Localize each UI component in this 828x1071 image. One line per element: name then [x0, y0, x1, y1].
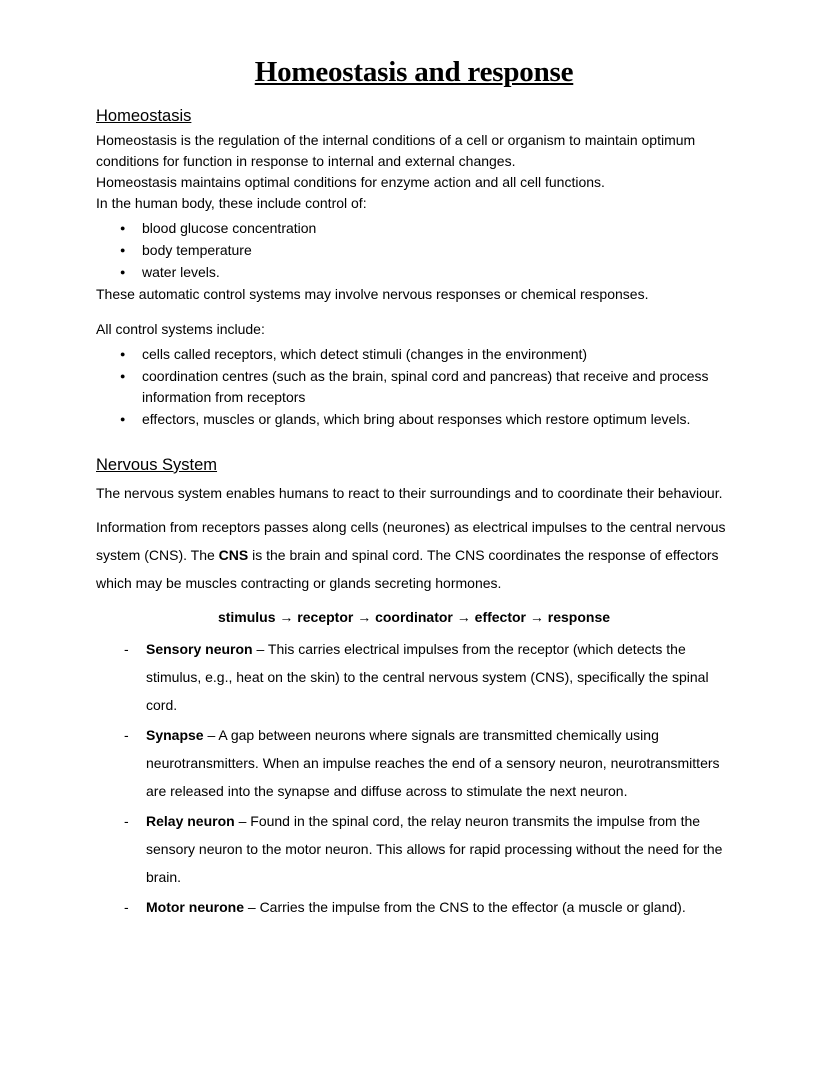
term-sensory-neuron: Sensory neuron	[146, 641, 253, 657]
list-item: ● coordination centres (such as the brain, spinal cord and pancreas) that receive and process information from receptors	[142, 366, 732, 408]
term-motor-neurone: Motor neurone	[146, 899, 244, 915]
list-item	[146, 635, 732, 719]
control-systems-list	[96, 344, 732, 430]
neuron-definitions-list	[96, 635, 732, 921]
nervous-system-paragraph-1: The nervous system enables humans to react to their surroundings and to coordinate their behaviour.	[96, 485, 723, 501]
term-relay-neuron: Relay neuron	[146, 813, 235, 829]
homeostasis-paragraph-3: In the human body, these include control of:	[96, 195, 367, 211]
list-item: ● blood glucose concentration	[142, 218, 732, 239]
list-item: ● effectors, muscles or glands, which bring about responses which restore optimum levels.	[142, 409, 732, 430]
list-item: ● body temperature	[142, 240, 732, 261]
control-systems-lead-in: All control systems include:	[96, 321, 265, 337]
list-item	[146, 807, 732, 891]
term-definition: – A gap between neurons where signals are transmitted chemically using neurotransmitters. When an impulse reaches the end of a sensory neuron, neurotransmitters are released into the synapse and diffuse across to stimulate the next neuron.	[146, 727, 720, 799]
automatic-control-note: These automatic control systems may involve nervous responses or chemical responses.	[96, 286, 649, 302]
stimulus-response-pathway: stimulus → receptor → coordinator → effector → response	[217, 609, 611, 625]
term-definition: – This carries electrical impulses from the receptor (which detects the stimulus, e.g., heat on the skin) to the central nervous system (CNS), specifically the spinal cord.	[146, 641, 709, 713]
list-item: ● water levels.	[142, 262, 732, 283]
list-item: ● cells called receptors, which detect stimuli (changes in the environment)	[142, 344, 732, 365]
page-title: Homeostasis and response	[254, 56, 574, 88]
list-item	[146, 893, 732, 921]
homeostasis-control-list	[96, 218, 732, 283]
term-definition: – Carries the impulse from the CNS to the effector (a muscle or gland).	[244, 899, 686, 915]
term-definition: – Found in the spinal cord, the relay neuron transmits the impulse from the sensory neuron to the motor neuron. This allows for rapid processing without the need for the brain.	[146, 813, 723, 885]
list-item	[146, 721, 732, 805]
homeostasis-paragraph-1: Homeostasis is the regulation of the internal conditions of a cell or organism to maintain optimum conditions for function in response to internal and external changes.	[96, 132, 696, 169]
nervous-system-paragraph-2: Information from receptors passes along cells (neurones) as electrical impulses to the central nervous system (CNS). The CNS is the brain and spinal cord. The CNS coordinates the response of effectors which may be muscles contracting or glands secreting hormones.	[96, 519, 726, 591]
term-synapse: Synapse	[146, 727, 204, 743]
section-heading-homeostasis: Homeostasis	[96, 107, 192, 125]
homeostasis-paragraph-2: Homeostasis maintains optimal conditions for enzyme action and all cell functions.	[96, 174, 605, 190]
section-heading-nervous-system: Nervous System	[96, 456, 218, 474]
